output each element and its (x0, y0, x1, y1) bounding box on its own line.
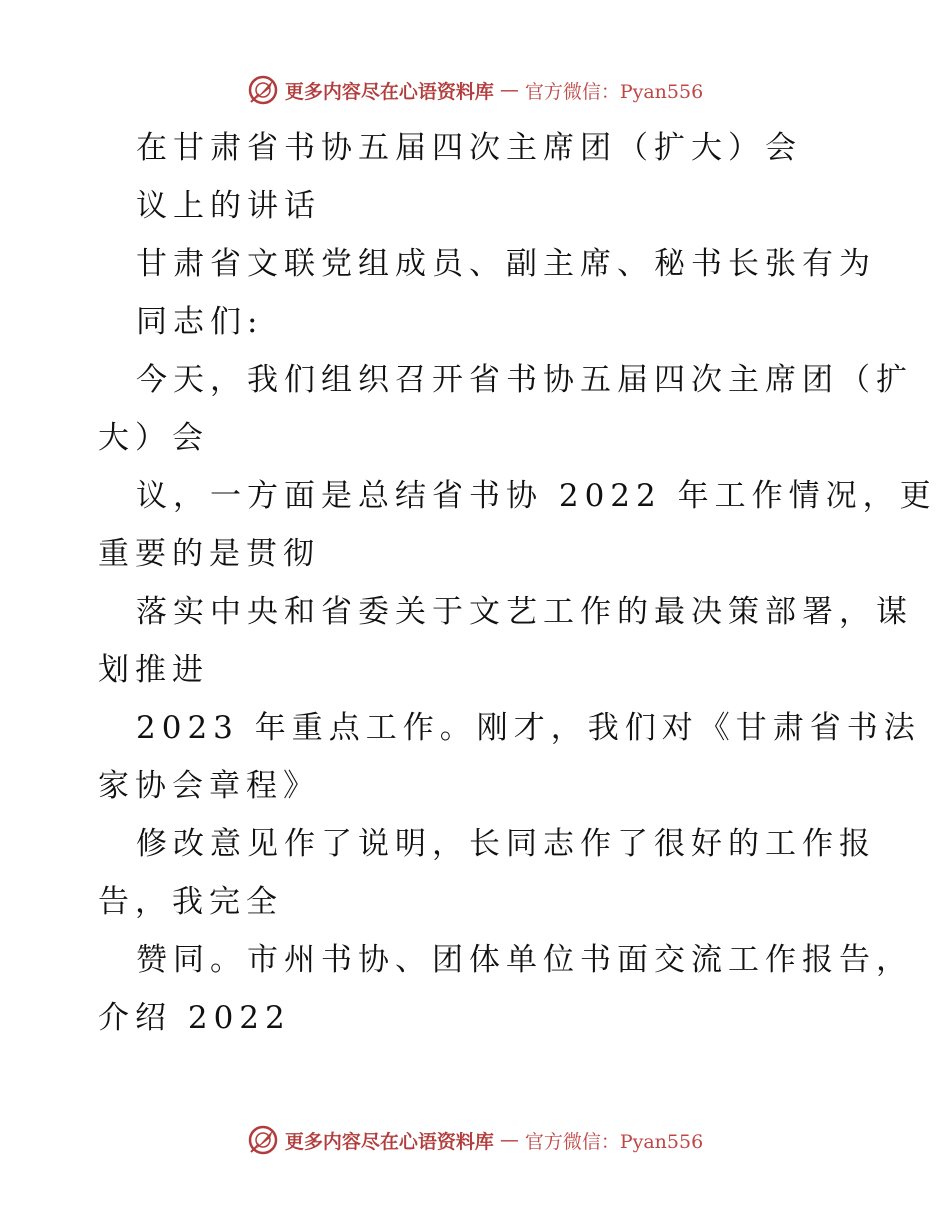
text-line: 赞同。市州书协、团体单位书面交流工作报告， (136, 942, 913, 978)
footer-watermark (0, 1122, 950, 1158)
text-line: 落实中央和省委关于文艺工作的最决策部署，谋 (136, 594, 913, 630)
watermark-contact: 官方微信：Pyan556 (524, 80, 704, 103)
text-line: 同志们: (136, 304, 264, 340)
text-line: 甘肃省文联党组成员、副主席、秘书长张有为 (136, 246, 876, 282)
text-line: 修改意见作了说明，长同志作了很好的工作报 (136, 826, 876, 862)
quill-logo-icon (247, 74, 279, 106)
text-line: 今天，我们组织召开省书协五届四次主席团（扩 (136, 362, 913, 398)
text-line: 重要的是贯彻 (98, 536, 320, 572)
watermark-separator: — (499, 1129, 519, 1151)
text-line: 2023 年重点工作。刚才，我们对《甘肃省书法 (136, 710, 921, 746)
quill-logo-icon (247, 1124, 279, 1156)
text-line: 议上的讲话 (136, 188, 321, 224)
text-line: 大）会 (98, 420, 209, 456)
text-line: 家协会章程》 (98, 768, 320, 804)
watermark-contact: 官方微信：Pyan556 (524, 1130, 704, 1153)
watermark-separator: — (499, 79, 519, 101)
text-line: 告，我完全 (98, 884, 283, 920)
text-line: 在甘肃省书协五届四次主席团（扩大）会 (136, 130, 802, 166)
text-line: 议，一方面是总结省书协 2022 年工作情况，更 (136, 478, 937, 514)
header-watermark (0, 72, 950, 108)
text-line: 介绍 2022 (98, 1000, 291, 1036)
watermark-brand: 更多内容尽在心语资料库 (284, 80, 494, 103)
text-line: 划推进 (98, 652, 209, 688)
watermark-brand: 更多内容尽在心语资料库 (284, 1130, 494, 1153)
